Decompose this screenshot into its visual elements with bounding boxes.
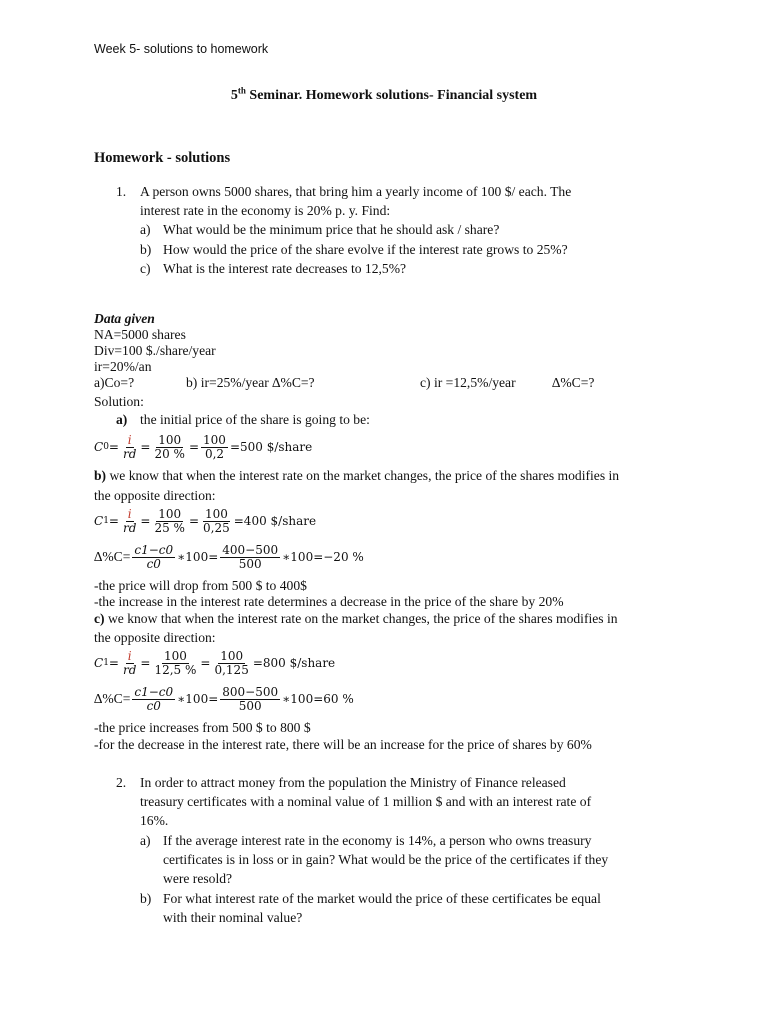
q1-b-label: b) [140,242,152,257]
formula-c1-c-sub: 1 [103,658,109,668]
formula-c0-d1: 20 % [154,446,185,461]
formula-c0-d2: 0,2 [204,446,225,461]
data-row-a: a)Co=? [94,375,135,390]
formula-delta-c-d1: c0 [146,698,161,713]
formula-c1-c-d2: 0,125 [214,662,249,677]
sol-b-note2: -the increase in the interest rate determines a decrease in the price of the share by 20% [94,594,564,609]
data-div: Div=100 $./share/year [94,343,216,358]
formula-delta-c-n2: 800−500 [222,684,279,699]
q2-number: 2. [116,775,127,790]
formula-c1-c-lhs: C [94,656,104,670]
sol-c-text1: we know that when the interest rate on the market changes, the price of the shares modifies in [104,611,618,626]
formula-c1-b: C 1 = $\frac{i}{rd}$ = $\frac{100}{25 \%}$ = $\frac{100}{0,25}$ =400 $/share [94,506,317,535]
sol-a-label: a) [116,412,128,427]
title-number: 5 [230,88,238,103]
sol-c-note1: -the price increases from 500 $ to 800 $ [94,720,311,735]
formula-c0-lhs: C [94,440,104,454]
formula-c1-c: C 1 = $\frac{i}{rd}$ = $\frac{100}{12,5 \%}$ = $\frac{100}{0,125}$ =800 $/share [94,648,336,677]
q1-number: 1. [116,184,127,199]
formula-delta-b-lhs: ∆%C= [94,549,131,564]
title-text: Seminar. Homework solutions- Financial system [245,88,538,103]
sol-c-line2: the opposite direction: [94,630,216,645]
data-row-c: c) ir =12,5%/year [420,375,516,390]
formula-delta-c-mid: ∗100= [177,692,219,706]
formula-c0-result: =500 $/share [229,440,313,454]
q1-b-text: How would the price of the share evolve if the interest rate grows to 25%? [163,242,568,257]
sol-c-label: c) [94,611,105,626]
q1-a-label: a) [140,222,151,237]
q1-c-label: c) [140,261,151,276]
formula-c1-c-n1: 100 [163,648,187,663]
formula-c1-b-lhs: C [94,514,104,528]
formula-c1-c-result: =800 $/share [252,656,336,670]
q2-line1: In order to attract money from the population the Ministry of Finance released [140,775,566,790]
sol-b-note1: -the price will drop from 500 $ to 400$ [94,578,307,593]
formula-delta-b-n1: c1−c0 [134,542,174,557]
q2-b-label: b) [140,891,152,906]
sol-b-line2: the opposite direction: [94,488,216,503]
data-row-b: b) ir=25%/year ∆%C=? [186,375,315,390]
q2-a-line1: If the average interest rate in the economy is 14%, a person who owns treasury [163,833,592,848]
formula-delta-b-d2: 500 [238,556,262,571]
formula-c0-rd: rd [122,446,137,461]
q2-b-line2: with their nominal value? [163,910,303,925]
formula-delta-c-d2: 500 [238,698,262,713]
formula-c1-c-d1: 12,5 % [154,662,197,677]
data-ir: ir=20%/an [94,359,152,374]
formula-c1-b-rd: rd [122,520,137,535]
q2-line3: 16%. [140,813,169,828]
formula-c1-c-i: i [127,648,132,663]
q2-line2: treasury certificates with a nominal value of 1 million $ and with an interest rate of [140,794,592,809]
formula-c1-b-result: =400 $/share [233,514,317,528]
formula-c1-b-sub: 1 [103,516,109,526]
sol-c-note2: -for the decrease in the interest rate, there will be an increase for the price of shares by 60% [94,737,592,752]
formula-c0-i: i [127,432,132,447]
sol-c-line1 [94,609,618,628]
section-heading: Homework - solutions [94,150,231,166]
sol-b-line1 [94,466,619,485]
formula-c0: C 0 = $\frac{i}{rd}$ = $\frac{100}{20 \%}$ = $\frac{100}{0,2}$ =500 $/share [94,432,313,461]
q2-a-line2: certificates is in loss or in gain? What would be the price of the certificates if they [163,852,609,867]
q1-line1: A person owns 5000 shares, that bring him a yearly income of 100 $/ each. The [140,184,572,199]
data-given-heading: Data given [94,311,155,326]
page-title [0,85,768,104]
q2-b-line1: For what interest rate of the market would the price of these certificates be equal [163,891,601,906]
sol-b-label: b) [94,468,107,483]
formula-c1-b-d2: 0,25 [203,520,230,535]
formula-c0-n2: 100 [203,432,226,447]
formula-delta-b-n2: 400−500 [222,542,279,557]
formula-c1-b-n2: 100 [204,506,228,521]
formula-delta-c-lhs: ∆%C= [94,691,131,706]
formula-delta-c-result: ∗100=60 % [282,692,354,706]
solution-label: Solution: [94,394,144,409]
formula-c0-sub: 0 [103,442,109,452]
formula-c0-n1: 100 [158,432,182,447]
formula-delta-b [94,541,364,573]
formula-c1-c-rd: rd [122,662,137,677]
q1-c-text: What is the interest rate decreases to 12,5%? [163,261,407,276]
formula-delta-b-d1: c0 [146,556,161,571]
formula-delta-b-result: ∗100=−20 % [282,550,364,564]
data-na: NA=5000 shares [94,327,186,342]
data-row-c-delta: ∆%C=? [552,375,595,390]
formula-c1-b-i: i [127,506,132,521]
q2-a-line3: were resold? [163,871,233,886]
q1-a-text: What would be the minimum price that he should ask / share? [163,222,500,237]
formula-c1-c-n2: 100 [220,648,244,663]
q2-a-label: a) [140,833,151,848]
formula-c1-b-d1: 25 % [154,520,185,535]
formula-c1-b-n1: 100 [158,506,182,521]
sol-b-text1: we know that when the interest rate on the market changes, the price of the shares modifies in [106,468,620,483]
formula-delta-c-n1: c1−c0 [134,684,174,699]
formula-delta-c [94,683,354,715]
sol-a-text: the initial price of the share is going to be: [140,412,370,427]
page-header: Week 5- solutions to homework [94,42,269,56]
q1-line2: interest rate in the economy is 20% p. y. Find: [140,203,391,218]
title-superscript: th [237,85,246,96]
formula-delta-b-mid: ∗100= [177,550,219,564]
